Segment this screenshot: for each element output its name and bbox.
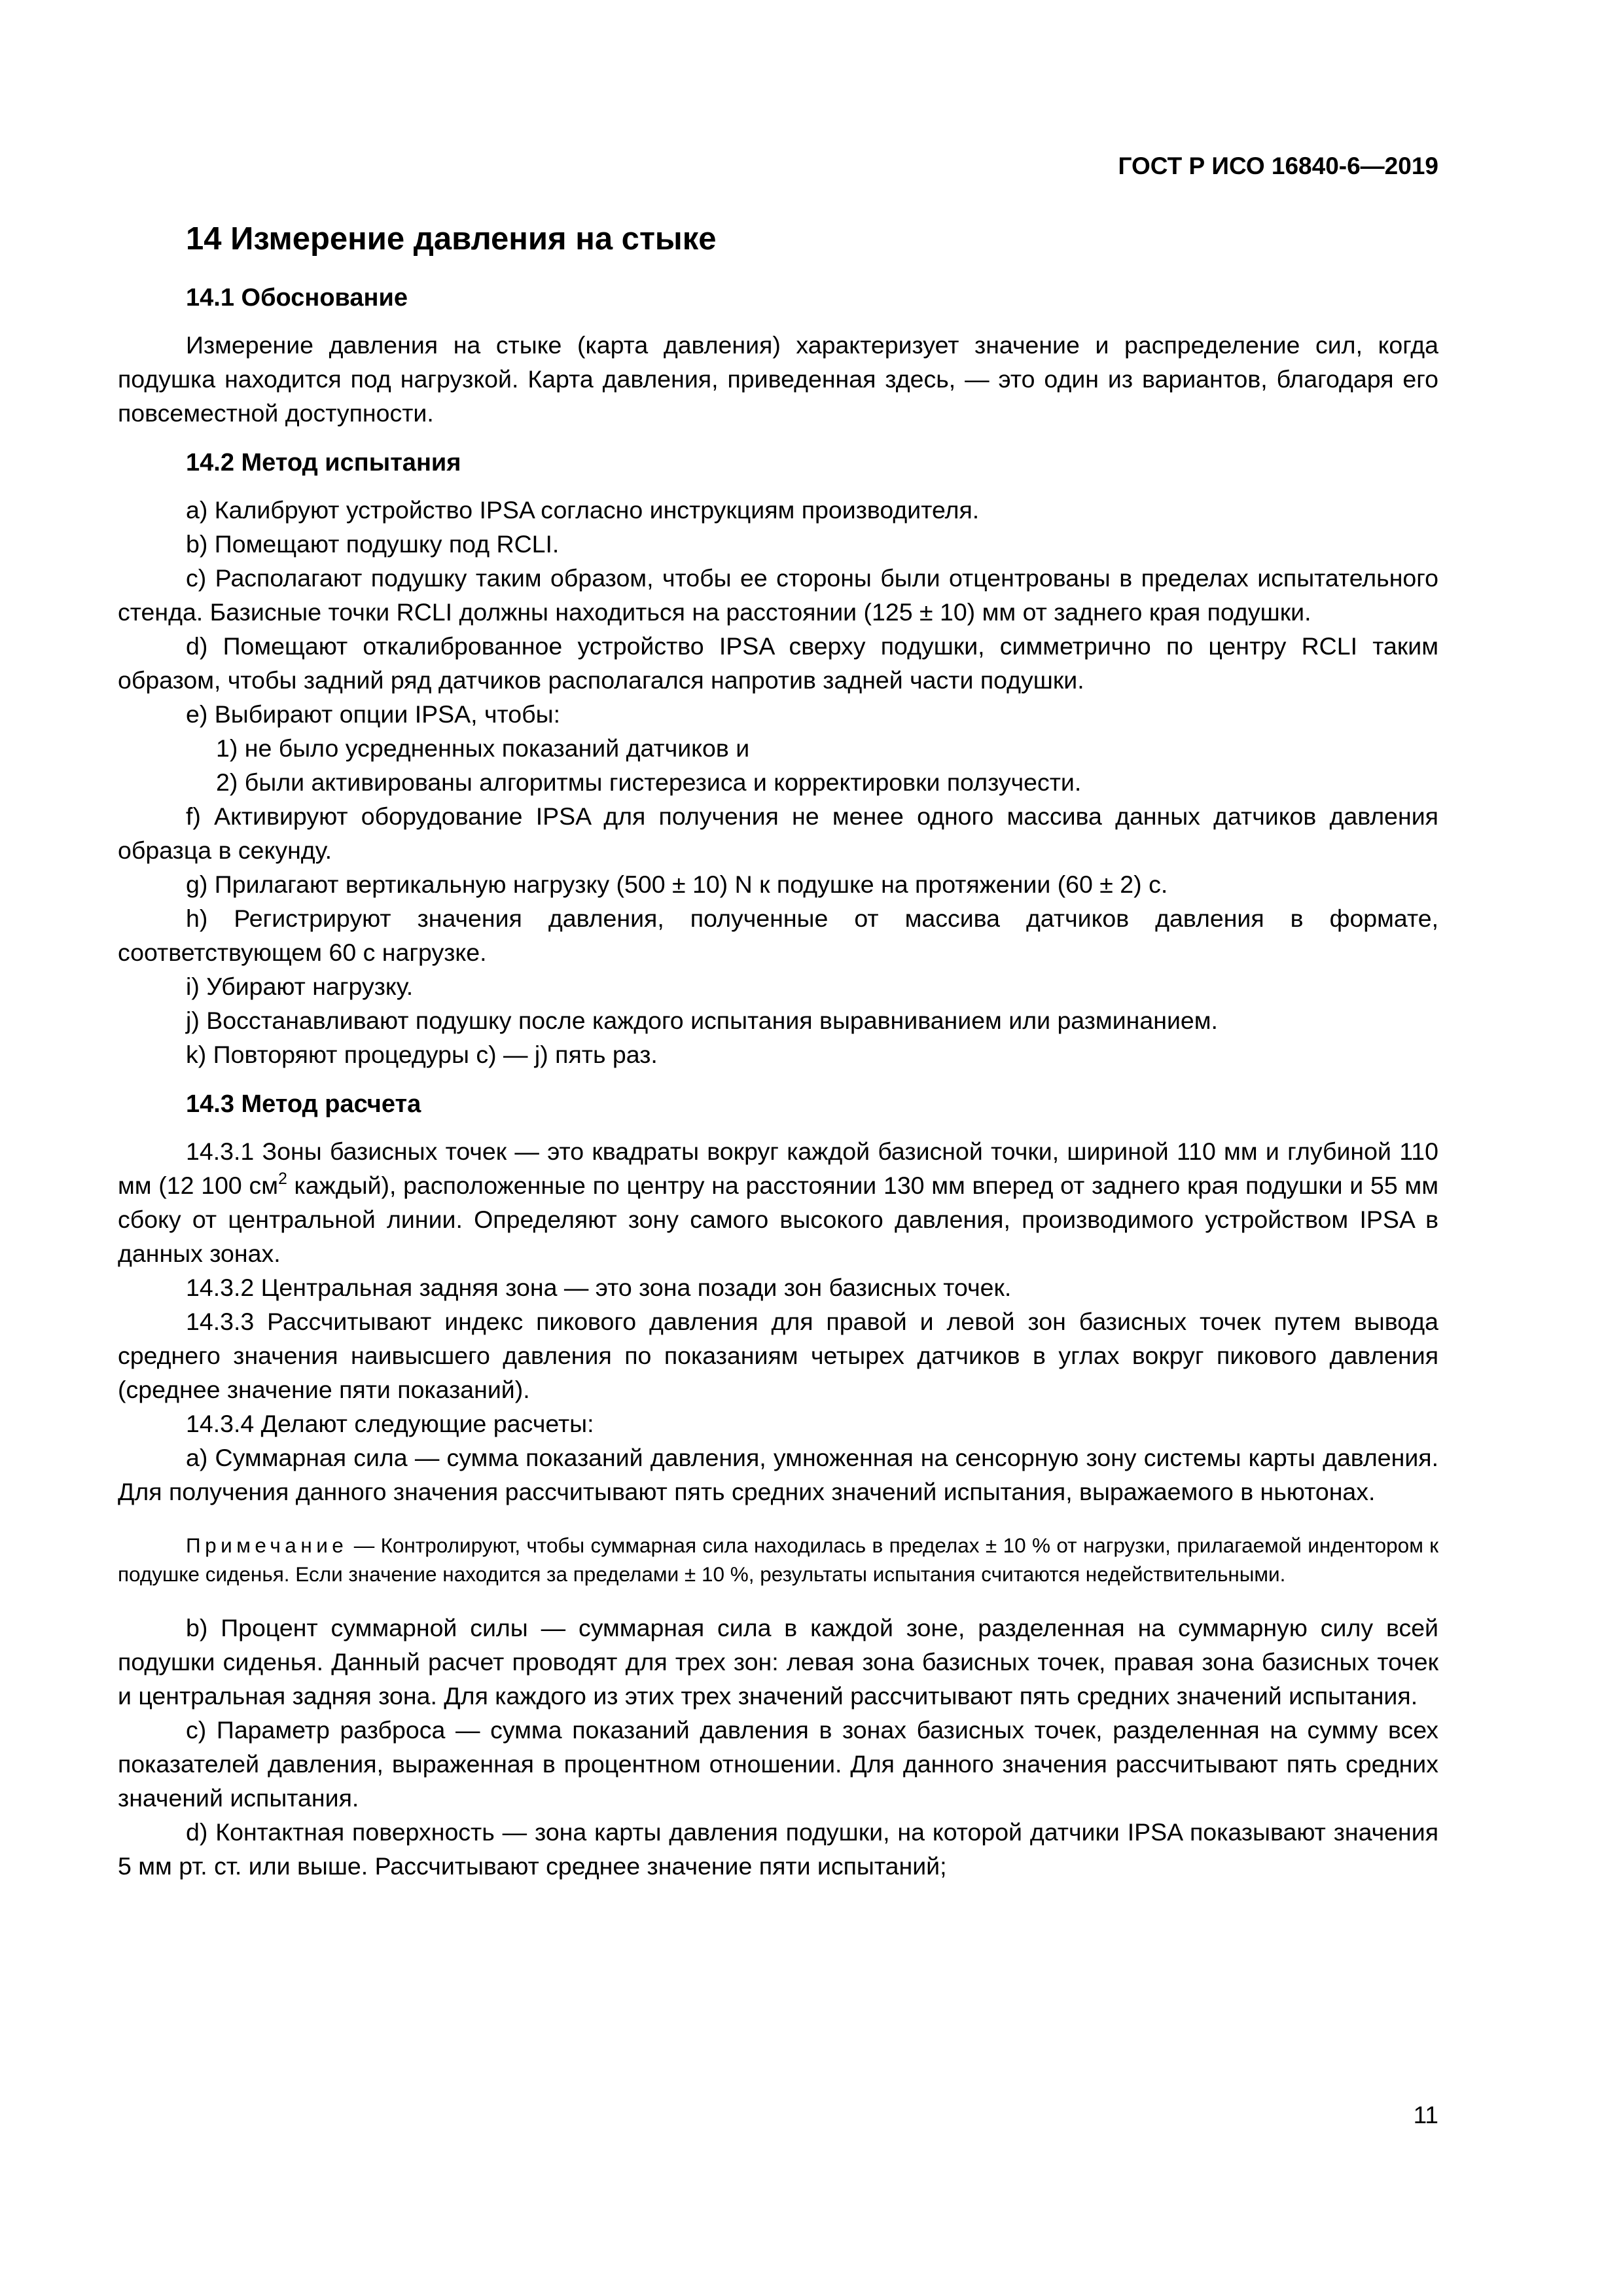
paragraph-14-1: Измерение давления на стыке (карта давления) характеризует значение и распределение сил, когда подушка находится под нагрузкой. Карта давления, приведенная здесь, — это один из вариантов, благодаря его повсеместной доступности. [118,331,1438,427]
list-item-f: f) Активируют оборудование IPSA для получения не менее одного массива данных датчиков давления образца в секунду. [118,802,1438,864]
paragraph-14-3-4-b: b) Процент суммарной силы — суммарная сила в каждой зоне, разделенная на суммарную силу всей подушки сиденья. Данный расчет проводят для трех зон: левая зона базисных точек, правая зона базисных точек и центральная задняя зона. Для каждого из этих трех значений рассчитывают пять средних значений испытания. [118,1614,1438,1710]
section-title: 14 Измерение давления на стыке [186,221,717,257]
subsection-heading-14-3: 14.3 Метод расчета [186,1090,421,1118]
list-item-b: b) Помещают подушку под RCLI. [186,530,560,558]
list-item-e: e) Выбирают опции IPSA, чтобы: [186,700,561,728]
page-content [118,219,1438,1883]
list-subitem-1: 1) не было усредненных показаний датчиков и [216,734,750,762]
paragraph-14-3-4-a: a) Суммарная сила — сумма показаний давления, умноженная на сенсорную зону системы карты давления. Для получения данного значения рассчитывают пять средних значений испытания, выражаемого в ньютонах. [118,1444,1438,1505]
page-number: 11 [1413,2102,1438,2128]
paragraph-14-3-4-c: c) Параметр разброса — сумма показаний давления в зонах базисных точек, разделенная на сумму всех показателей давления, выраженная в процентном отношении. Для данного значения рассчитывают пять средних значений испытания. [118,1716,1438,1812]
paragraph-14-3-1-start: 14.3.1 Зоны базисных точек — это квадраты вокруг каждой базисной точки, шириной 110 мм и глубиной 110 мм (12 100 см [118,1138,1438,1199]
paragraph-14-3-3: 14.3.3 Рассчитывают индекс пикового давления для правой и левой зон базисных точек путем вывода среднего значения наивысшего давления по показаниям четырех датчиков в углах вокруг пикового давления (среднее значение пяти показаний). [118,1308,1438,1403]
document-code: ГОСТ Р ИСО 16840-6—2019 [1118,152,1438,179]
list-item-g: g) Прилагают вертикальную нагрузку (500 ± 10) N к подушке на протяжении (60 ± 2) с. [186,870,1168,898]
list-item-h: h) Регистрируют значения давления, полученные от массива датчиков давления в формате, соответствующем 60 с нагрузке. [118,905,1438,966]
note-text: — Контролируют, чтобы суммарная сила находилась в пределах ± 10 % от нагрузки, прилагаемой индентором к подушке сиденья. Если значение находится за пределами ± 10 %, результаты испытания считаются недействительными. [118,1534,1438,1586]
subsection-heading-14-1: 14.1 Обоснование [186,284,408,312]
superscript-2: 2 [278,1170,287,1189]
list-item-a: a) Калибруют устройство IPSA согласно инструкциям производителя. [186,496,980,524]
paragraph-14-3-1 [118,1134,1438,1270]
list-item-i: i) Убирают нагрузку. [186,973,414,1000]
paragraph-14-3-1-end: каждый), расположенные по центру на расстоянии 130 мм вперед от заднего края подушки и 55 мм сбоку от центральной линии. Определяют зону самого высокого давления, производимого устройством IPSA в данных зонах. [118,1172,1438,1267]
list-item-j: j) Восстанавливают подушку после каждого испытания выравниванием или разминанием. [186,1007,1218,1034]
subsection-heading-14-2: 14.2 Метод испытания [186,449,461,476]
list-item-k: k) Повторяют процедуры c) — j) пять раз. [186,1041,658,1068]
note [118,1531,1438,1588]
list-item-c: c) Располагают подушку таким образом, чтобы ее стороны были отцентрованы в пределах испытательного стенда. Базисные точки RCLI должны находиться на расстоянии (125 ± 10) мм от заднего края подушки. [118,564,1438,626]
paragraph-14-3-2: 14.3.2 Центральная задняя зона — это зона позади зон базисных точек. [186,1274,1012,1301]
note-label: Примечание [186,1534,348,1557]
list-item-d: d) Помещают откалиброванное устройство IPSA сверху подушки, симметрично по центру RCLI таким образом, чтобы задний ряд датчиков располагался напротив задней части подушки. [118,632,1438,694]
paragraph-14-3-4: 14.3.4 Делают следующие расчеты: [186,1410,594,1437]
paragraph-14-3-4-d: d) Контактная поверхность — зона карты давления подушки, на которой датчики IPSA показывают значения 5 мм рт. ст. или выше. Рассчитывают среднее значение пяти испытаний; [118,1818,1438,1880]
list-subitem-2: 2) были активированы алгоритмы гистерезиса и корректировки ползучести. [216,768,1082,796]
